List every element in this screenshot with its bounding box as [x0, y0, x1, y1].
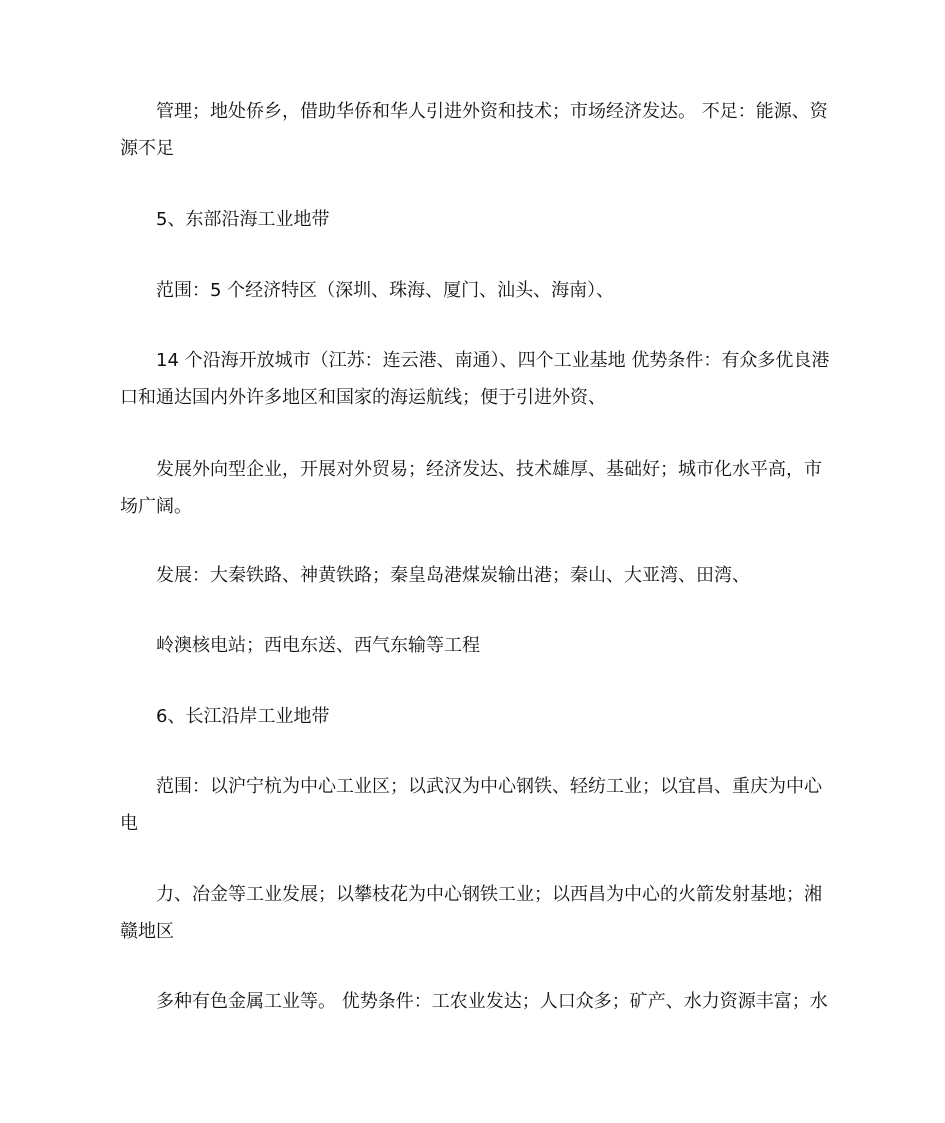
section-heading-6: 6、长江沿岸工业地带	[156, 706, 330, 727]
paragraph-7: 岭澳核电站；西电东送、西气东输等工程	[156, 635, 480, 656]
section-heading-5: 5、东部沿海工业地带	[156, 209, 330, 230]
paragraph-6: 发展：大秦铁路、神黄铁路；秦皇岛港煤炭输出港；秦山、大亚湾、田湾、	[156, 565, 750, 586]
paragraph-4: 14 个沿海开放城市（江苏：连云港、南通）、四个工业基地 优势条件：有众多优良港口和通达国内外许多地区和国家的海运航线；便于引进外资、	[120, 350, 830, 408]
paragraph-3: 范围：5 个经济特区（深圳、珠海、厦门、汕头、海南）、	[156, 280, 615, 301]
paragraph-11: 多种有色金属工业等。 优势条件：工农业发达；人口众多；矿产、水力资源丰富；水	[156, 991, 828, 1012]
paragraph-5: 发展外向型企业，开展对外贸易；经济发达、技术雄厚、基础好；城市化水平高，市场广阔。	[120, 459, 822, 517]
paragraph-1: 管理；地处侨乡，借助华侨和华人引进外资和技术；市场经济发达。 不足：能源、资源不足	[120, 101, 828, 159]
paragraph-10: 力、冶金等工业发展；以攀枝花为中心钢铁工业；以西昌为中心的火箭发射基地；湘赣地区	[120, 884, 822, 942]
paragraph-9: 范围：以沪宁杭为中心工业区；以武汉为中心钢铁、轻纺工业；以宜昌、重庆为中心电	[120, 776, 822, 834]
